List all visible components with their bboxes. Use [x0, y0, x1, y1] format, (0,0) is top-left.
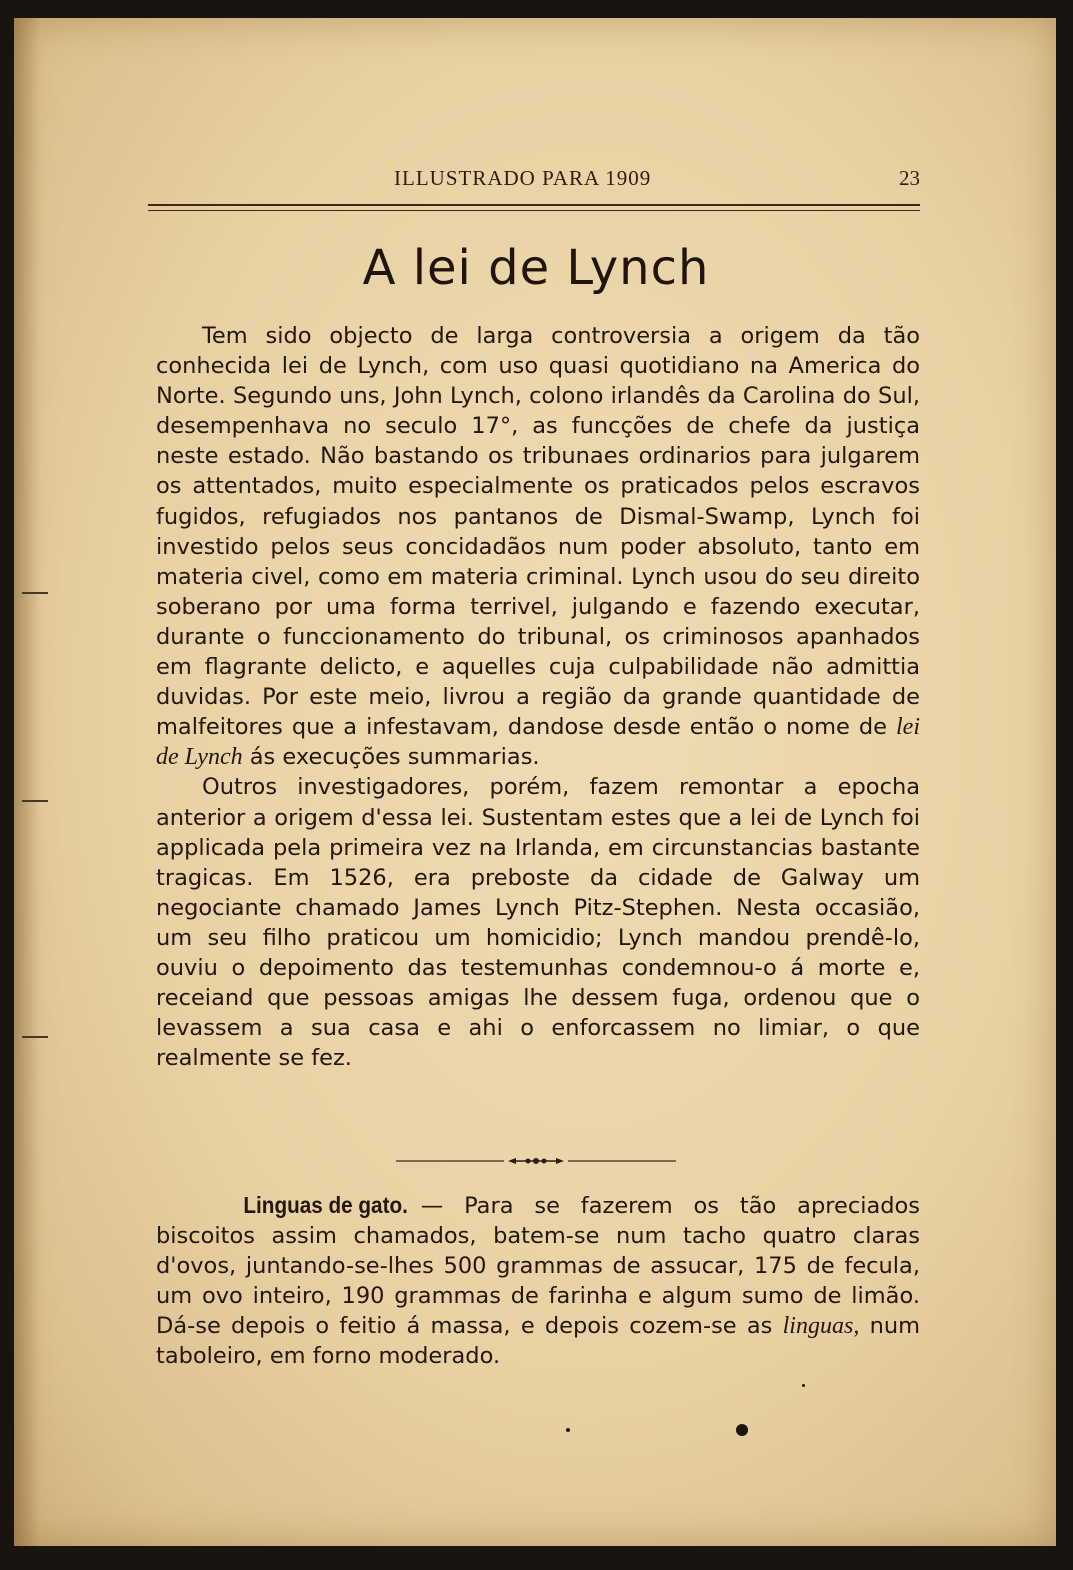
recipe-lede: Linguas de gato. — [243, 1192, 408, 1218]
recipe-body — [156, 1190, 920, 1372]
edge-mark — [22, 592, 48, 594]
page-number: 23 — [899, 166, 920, 190]
italic-term: lei de Lynch — [156, 714, 920, 771]
article-title: A lei de Lynch — [362, 240, 710, 296]
paragraph: Outros investigadores, porém, fazem remontar a epocha anterior a origem d'essa lei. Sustentam estes que a lei de Lynch foi applicada pela primeira vez na Irlanda, em circunstancias bastante tragicas. Em 1526, era preboste da cidade de Galway um negociante chamado James Lynch Pitz-Stephen. Nesta occasião, um seu filho praticou um homicidio; Lynch mandou prendê-lo, ouviu o depoimento das testemunhas condemnou-o á morte e, receiand que pessoas amigas lhe dessem fuga, ordenou que o levassem a sua casa e ahi o enforcassem no limiar, o que realmente se fez. — [156, 774, 920, 1072]
ink-speck — [566, 1428, 570, 1432]
paragraph-text-end: ás execuções summarias. — [249, 744, 540, 771]
book-page — [14, 18, 1056, 1546]
italic-term: linguas, — [782, 1313, 860, 1340]
ornament-divider — [396, 1155, 676, 1167]
ink-speck — [802, 1384, 805, 1387]
recipe-text-end: num taboleiro, em forno moderado. — [156, 1313, 921, 1370]
paragraph — [156, 1190, 920, 1372]
page-header — [148, 166, 924, 206]
edge-mark — [22, 800, 48, 802]
paragraph-text: Tem sido objecto de larga controversia a origem da tão conhecida lei de Lynch, com uso quasi quotidiano na America do Norte. Segundo uns, John Lynch, colono irlandês da Carolina do Sul, desempenhava no seculo 17°, as funcções de chefe da justiça neste estado. Não bastando os tribunaes ordinarios para julgarem os attentados, muito especialmente os praticados pelos escravos fugidos, refugiados nos pantanos de Dismal-Swamp, Lynch foi investido pelos seus concidadãos num poder absoluto, tanto em materia civel, como em materia criminal. Lynch usou do seu direito soberano por uma forma terrivel, julgando e fazendo executar, durante o funccionamento do tribunal, os criminosos apanhados em flagrante delicto, e aquelles cuja culpabilidade não admittia duvidas. Por este meio, livrou a região da grande quantidade de malfeitores que a infestavam, dandose desde então o nome de — [156, 323, 920, 741]
article-body — [156, 321, 920, 1073]
ink-spot — [736, 1424, 748, 1436]
running-head: ILLUSTRADO PARA 1909 — [394, 166, 652, 190]
header-rule — [148, 204, 920, 211]
edge-mark — [22, 1036, 48, 1038]
page-spine-shadow — [14, 18, 40, 1546]
paragraph — [156, 321, 920, 772]
recipe-text: — Para se fazerem os tão apreciados biscoitos assim chamados, batem-se num tacho quatro claras d'ovos, juntando-se-lhes 500 grammas de assucar, 175 de fecula, um ovo inteiro, 190 grammas de farinha e algum sumo de limão. Dá-se depois o feitio á massa, e depois cozem-se as — [156, 1193, 920, 1340]
